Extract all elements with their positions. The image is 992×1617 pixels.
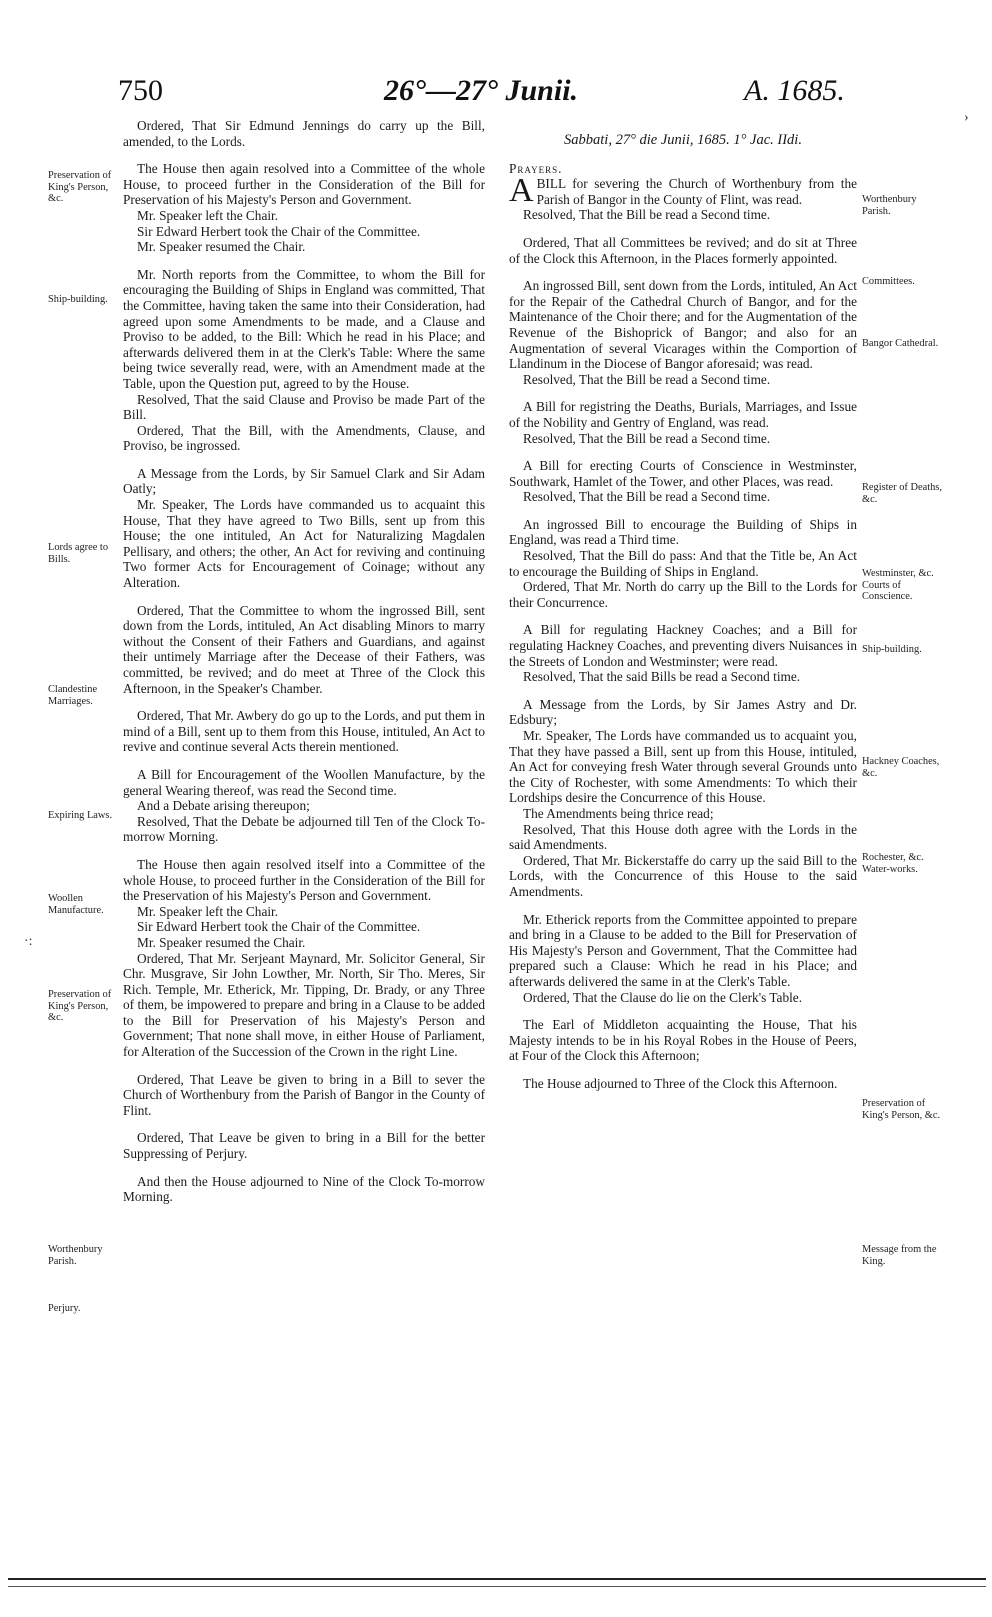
paragraph: Ordered, That Leave be given to bring in a Bill for the better Suppressing of Perjury. — [123, 1130, 485, 1162]
margin-note: Expiring Laws. — [48, 810, 113, 821]
margin-note: Hackney Coaches, &c. — [862, 756, 940, 779]
margin-note: Preservation of King's Person, &c. — [48, 170, 112, 205]
paragraph: The House then again resolved into a Committee of the whole House, to proceed further in the Consideration of the Bill for Preservation of his Majesty's Person and Government. — [123, 161, 485, 208]
paragraph: Ordered, That Mr. Bickerstaffe do carry up the said Bill to the Lords, with the Concurrence of this House to the said Amendments. — [509, 852, 857, 899]
paragraph: Mr. Speaker resumed the Chair. — [137, 934, 306, 950]
paragraph: An ingrossed Bill, sent down from the Lords, intituled, An Act for the Repair of the Cathedral Church of Bangor, and for the Maintenance of the Choir there; and for the Augmentation of the Revenue of the Bishoprick of Bangor; and also for an Augmentation of several Vicarages within the Comportion of Llandinum in the Diocese of Bangor aforesaid; was read. — [509, 278, 857, 372]
paragraph: BILL for severing the Church of Worthenbury from the Parish of Bangor in the County of Flint, was read. — [536, 176, 857, 207]
paragraph: Ordered, That all Committees be revived; and do sit at Three of the Clock this Afternoon, in the Places formerly appointed. — [509, 234, 857, 266]
paragraph: A Bill for regulating Hackney Coaches; and a Bill for regulating Hackney Coaches, and preventing divers Nuisances in the Streets of London and Westminster; were read. — [509, 622, 857, 669]
margin-note: Preservation of King's Person, &c. — [862, 1098, 941, 1121]
margin-note: Ship-building. — [862, 644, 922, 655]
margin-note: Westminster, &c. Courts of Conscience. — [862, 568, 934, 603]
margin-note: Rochester, &c. Water-works. — [862, 852, 924, 875]
paragraph: Mr. Speaker, The Lords have commanded us to acquaint you, That they have passed a Bill, sent up from this House, intituled, An Act for conveying fresh Water through several Grounds unto the City of Rochester, with some Amendments: To which their Lordships desire the Concurrence of this House. — [509, 728, 857, 806]
paragraph: Mr. Speaker left the Chair. — [137, 207, 279, 223]
day-heading: Sabbati, 27° die Junii, 1685. 1° Jac. IIdi. — [564, 132, 802, 148]
right-column — [509, 133, 857, 1091]
paragraph: And a Debate arising thereupon; — [137, 798, 310, 814]
paragraph: Mr. Etherick reports from the Committee appointed to prepare and bring in a Clause to be added to the Bill for Preservation of His Majesty's Person and Government, That the Committee had prepared such a Clause: Which he read in his Place; and afterwards delivered the same in at the Clerk's Table. — [509, 911, 857, 989]
margin-note: Preservation of King's Person, &c. — [48, 989, 112, 1024]
paragraph: A Bill for Encouragement of the Woollen Manufacture, by the general Wearing thereof, was read the Second time. — [123, 766, 485, 798]
paragraph: The House adjourned to Three of the Clock this Afternoon. — [523, 1075, 838, 1091]
paragraph: Resolved, That the said Clause and Proviso be made Part of the Bill. — [123, 391, 485, 423]
margin-note: Worthenbury Parish. — [48, 1244, 103, 1267]
left-column — [123, 118, 485, 1205]
print-speck: ·: — [24, 934, 33, 949]
paragraph: Resolved, That the Bill be read a Second time. — [523, 489, 771, 505]
paragraph: Resolved, That the Bill do pass: And that the Title be, An Act to encourage the Building of Ships in England. — [509, 548, 857, 579]
margin-note: Lords agree to Bills. — [48, 542, 109, 565]
paragraph: The House then again resolved itself into a Committee of the whole House, to proceed further in the Consideration of the Bill for the Preservation of his Majesty's Person and Government. — [123, 856, 485, 904]
paragraph: Sir Edward Herbert took the Chair of the Committee. — [137, 919, 421, 935]
running-year: A. 1685. — [744, 74, 845, 107]
paragraph: Ordered, That Mr. Serjeant Maynard, Mr. Solicitor General, Sir Chr. Musgrave, Sir John Lowther, Mr. North, Sir Tho. Meres, Sir Rich. Temple, Mr. Etherick, Mr. Tipping, Dr. Brady, or any Three of them, be impowered to prepare and bring in a Clause to be added to the Bill for Preservation of his Majesty's Person and Government; That none shall move, in either House of Parliament, for Alteration of the Succession of the Crown in the right Line. — [123, 950, 485, 1060]
bottom-rule-thin — [8, 1586, 986, 1587]
running-date: 26°—27° Junii. — [384, 74, 579, 107]
paragraph: A Message from the Lords, by Sir James Astry and Dr. Edsbury; — [509, 696, 857, 728]
print-speck: › — [964, 110, 969, 125]
margin-note: Committees. — [862, 276, 915, 287]
paragraph: Ordered, That Sir Edmund Jennings do carry up the Bill, amended, to the Lords. — [123, 118, 485, 149]
paragraph: A Bill for erecting Courts of Conscience in Westminster, Southwark, Hamlet of the Tower, and other Places, was read. — [509, 458, 857, 489]
margin-note: Register of Deaths, &c. — [862, 482, 942, 505]
prayers-heading: Prayers. — [509, 160, 563, 176]
drop-capital: A — [509, 172, 534, 210]
bottom-rule — [8, 1578, 986, 1580]
paragraph: And then the House adjourned to Nine of the Clock To-morrow Morning. — [123, 1173, 485, 1205]
margin-note: Ship-building. — [48, 294, 108, 305]
paragraph: Ordered, That the Clause do lie on the Clerk's Table. — [523, 989, 803, 1005]
paragraph: Resolved, That the Bill be read a Second time. — [523, 430, 771, 446]
margin-note: Perjury. — [48, 1303, 81, 1314]
paragraph: Resolved, That the said Bills be read a Second time. — [523, 669, 801, 685]
paragraph: Mr. North reports from the Committee, to whom the Bill for encouraging the Building of Ships in England was committed, That the Committee, having taken the same into their Consideration, had agreed upon some Amendments to be made, and a Clause and Proviso to be added, to the Bill: Which he read in his Place; and afterwards delivered them in at the Clerk's Table: Where the same being twice severally read, were, with an Amendment made at the Table, upon the Question put, agreed to by the House. — [123, 266, 485, 391]
paragraph: Mr. Speaker left the Chair. — [137, 903, 279, 919]
paragraph: Resolved, That the Bill be read a Second time. — [523, 371, 771, 387]
paragraph: An ingrossed Bill to encourage the Building of Ships in England, was read a Third time. — [509, 516, 857, 548]
paragraph: Resolved, That the Debate be adjourned till Ten of the Clock To-morrow Morning. — [123, 813, 485, 845]
paragraph: Mr. Speaker resumed the Chair. — [137, 239, 306, 255]
paragraph: A Bill for registring the Deaths, Burials, Marriages, and Issue of the Nobility and Gentry of England, was read. — [509, 399, 857, 430]
paragraph: Mr. Speaker, The Lords have commanded us to acquaint this House, That they have agreed to Two Bills, sent up from this House; the one intituled, An Act for Naturalizing Magdalen Pellisary, and others; the other, An Act for reviving and continuing Two former Acts for Encouragement of Coinage; without any Alteration. — [123, 497, 485, 591]
paragraph: Ordered, That the Committee to whom the ingrossed Bill, sent down from the Lords, intituled, An Act disabling Minors to marry without the Consent of their Fathers and Guardians, and against their untimely Marriage after the Decease of their Fathers, was committed, be revived; and do meet at Three of the Clock this Afternoon, in the Speaker's Chamber. — [123, 602, 485, 696]
paragraph: Ordered, That Mr. Awbery do go up to the Lords, and put them in mind of a Bill, sent up to them from this House, intituled, An Act to revive and continue several Acts therein mentioned. — [123, 708, 485, 755]
paragraph: Resolved, That this House doth agree with the Lords in the said Amendments. — [509, 821, 857, 853]
margin-note: Bangor Cathedral. — [862, 338, 939, 349]
paragraph: Resolved, That the Bill be read a Second time. — [523, 207, 771, 223]
paragraph: Sir Edward Herbert took the Chair of the Committee. — [137, 223, 421, 239]
paragraph: The Amendments being thrice read; — [523, 805, 714, 821]
margin-note: Clandestine Marriages. — [48, 684, 98, 707]
paragraph: A Message from the Lords, by Sir Samuel Clark and Sir Adam Oatly; — [123, 465, 485, 497]
page-number: 750 — [118, 74, 163, 107]
paragraph: The Earl of Middleton acquainting the House, That his Majesty intends to be in his Royal Robes in the House of Peers, at Four of the Clock this Afternoon; — [509, 1017, 857, 1064]
margin-note: Worthenbury Parish. — [862, 194, 917, 217]
margin-note: Message from the King. — [862, 1244, 937, 1267]
paragraph: Ordered, That Mr. North do carry up the Bill to the Lords for their Concurrence. — [509, 579, 857, 610]
paragraph: Ordered, That Leave be given to bring in a Bill to sever the Church of Worthenbury from the Parish of Bangor in the County of Flint. — [123, 1071, 485, 1118]
margin-note: Woollen Manufacture. — [48, 893, 104, 916]
paragraph: Ordered, That the Bill, with the Amendments, Clause, and Proviso, be ingrossed. — [123, 422, 485, 454]
